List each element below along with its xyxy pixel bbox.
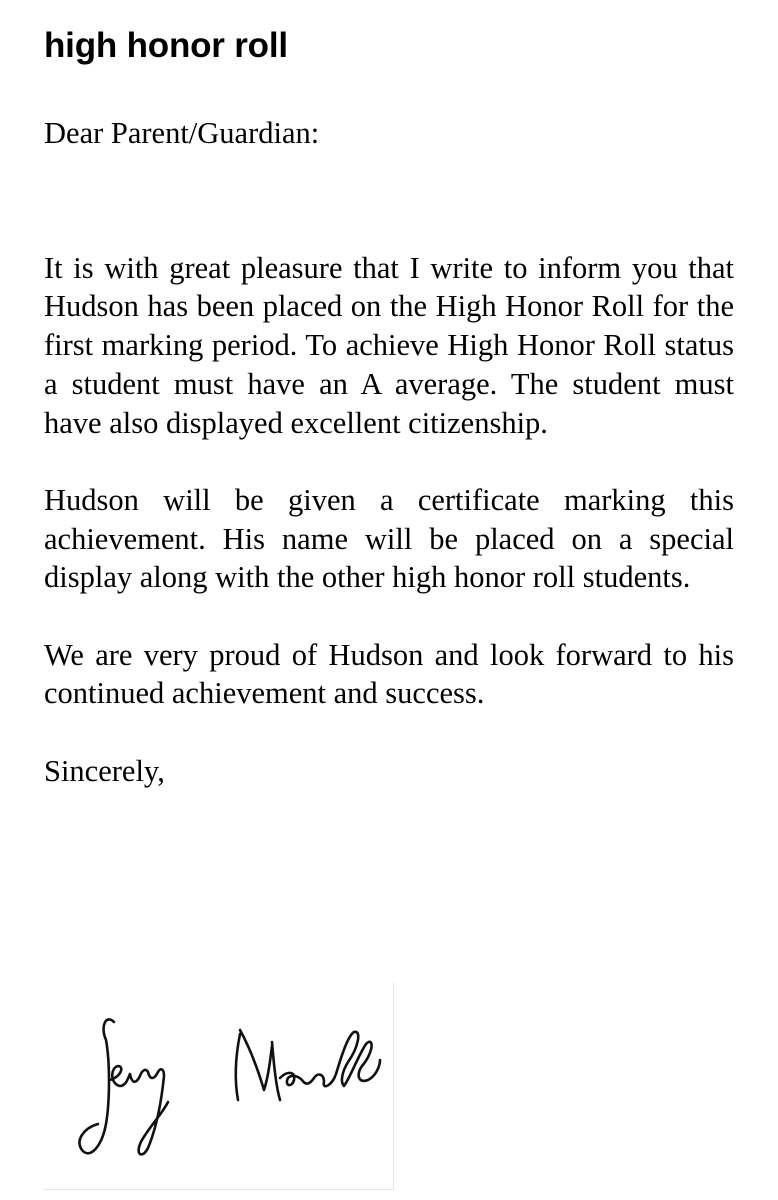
letter-paragraph-3: We are very proud of Hudson and look forward to his continued achievement and success.: [44, 637, 734, 711]
letter-body: [44, 114, 734, 791]
signature-image: [44, 982, 394, 1190]
handwritten-signature-icon: [44, 982, 394, 1190]
letter-paragraph-1: It is with great pleasure that I write to inform you that Hudson has been placed on the High Honor Roll for the first marking period. To achieve High Honor Roll status a student must have an A average. The student must have also displayed excellent citizenship.: [44, 250, 734, 440]
letter-paragraph-2: Hudson will be given a certificate marking this achievement. His name will be placed on a special display along with the other high honor roll students.: [44, 482, 734, 595]
email-subject: high honor roll: [44, 26, 288, 65]
letter-closing: Sincerely,: [44, 753, 165, 788]
letter-salutation: Dear Parent/Guardian:: [44, 116, 320, 150]
